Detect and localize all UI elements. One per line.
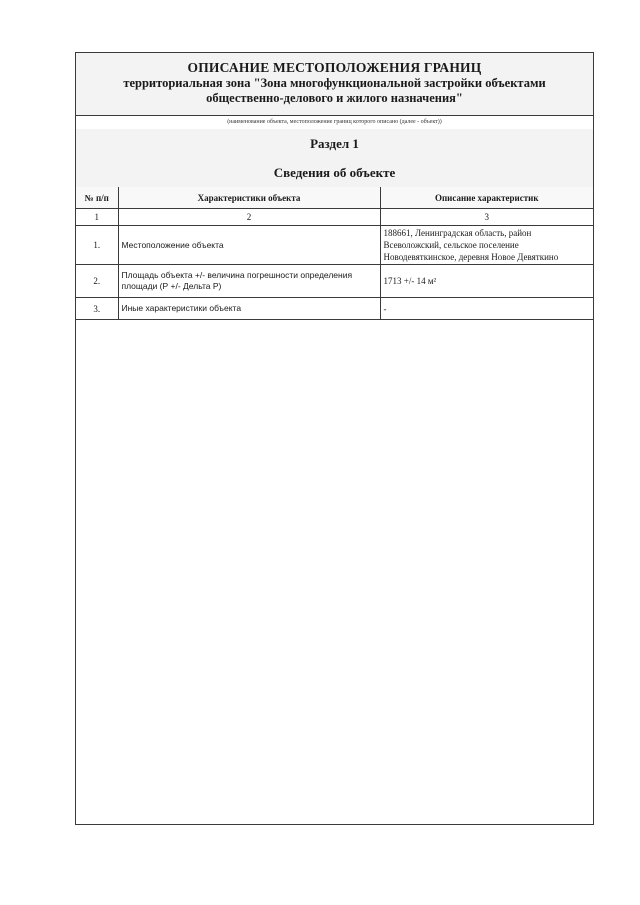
table-row: [76, 298, 593, 320]
object-note: (наименование объекта, местоположение границ которого описано (далее - объект)): [76, 115, 593, 130]
document-subtitle: территориальная зона "Зона многофункциональной застройки объектами общественно-делового и жилого назначения": [123, 76, 546, 105]
column-number-2: 2: [118, 209, 380, 226]
row-index: 1.: [76, 226, 118, 265]
row-description: -: [380, 298, 593, 320]
table-header-row: [76, 187, 593, 209]
table-row: [76, 226, 593, 265]
header-number: № п/п: [76, 187, 118, 209]
row-index: 2.: [76, 265, 118, 298]
row-description: 188661, Ленинградская область, район Всеволожский, сельское поселение Новодевяткинское, деревня Новое Девяткино: [380, 226, 593, 265]
table-row: [76, 265, 593, 298]
header-characteristic: Характеристики объекта: [118, 187, 380, 209]
row-characteristic: Площадь объекта +/- величина погрешности определения площади (Р +/- Дельта Р): [118, 265, 380, 298]
row-description: 1713 +/- 14 м²: [380, 265, 593, 298]
row-characteristic: Иные характеристики объекта: [118, 298, 380, 320]
section-heading: Сведения об объекте: [76, 159, 593, 188]
column-number-1: 1: [76, 209, 118, 226]
header-description: Описание характеристик: [380, 187, 593, 209]
document-title: ОПИСАНИЕ МЕСТОПОЛОЖЕНИЯ ГРАНИЦ: [187, 60, 482, 75]
column-number-row: [76, 209, 593, 226]
row-characteristic: Местоположение объекта: [118, 226, 380, 265]
characteristics-table: [76, 187, 593, 320]
column-number-3: 3: [380, 209, 593, 226]
section-title: Раздел 1: [76, 129, 593, 160]
document-frame: [75, 52, 594, 825]
row-index: 3.: [76, 298, 118, 320]
header-block: [76, 53, 593, 116]
